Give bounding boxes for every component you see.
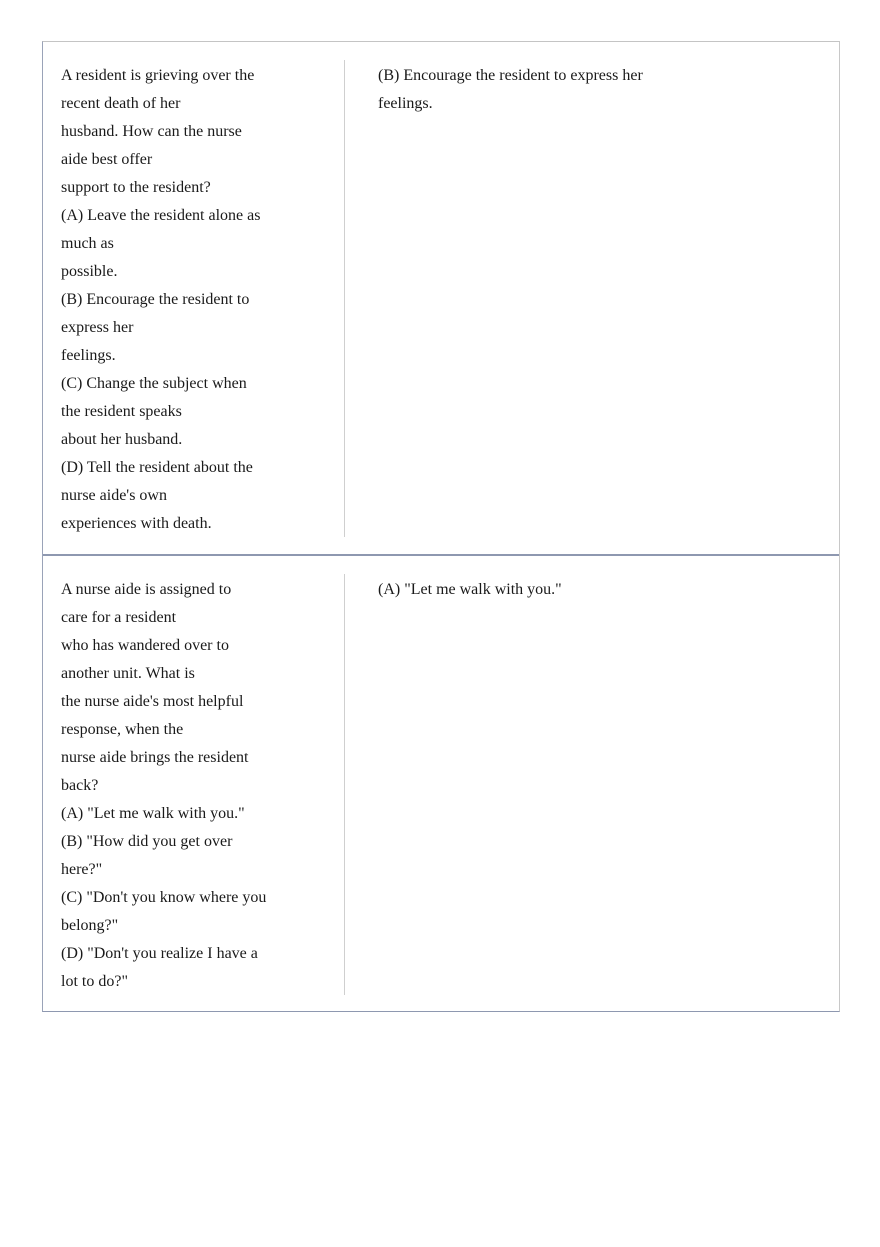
term-line: A nurse aide is assigned to xyxy=(61,581,232,598)
definition-line: (B) Encourage the resident to express her xyxy=(378,67,643,84)
term-line: express her xyxy=(61,319,134,336)
term-line: care for a resident xyxy=(61,609,177,626)
term-line: husband. How can the nurse xyxy=(61,123,242,140)
flashcard-table xyxy=(42,41,840,1012)
definition-line: feelings. xyxy=(378,95,433,112)
term-line: (D) "Don't you realize I have a xyxy=(61,945,258,962)
term-line: here?" xyxy=(61,861,103,878)
term-line: back? xyxy=(61,777,99,794)
card-term xyxy=(61,576,293,996)
term-line: belong?" xyxy=(61,917,119,934)
term-line: aide best offer xyxy=(61,151,153,168)
term-line: recent death of her xyxy=(61,95,181,112)
term-line: feelings. xyxy=(61,347,116,364)
flashcard xyxy=(43,556,839,1012)
term-line: nurse aide brings the resident xyxy=(61,749,249,766)
term-line: who has wandered over to xyxy=(61,637,229,654)
term-line: (C) "Don't you know where you xyxy=(61,889,267,906)
term-line: A resident is grieving over the xyxy=(61,67,255,84)
term-line: (B) Encourage the resident to xyxy=(61,291,250,308)
card-definition xyxy=(378,576,678,604)
term-line: experiences with death. xyxy=(61,515,212,532)
card-term xyxy=(61,62,293,538)
term-line: (A) Leave the resident alone as xyxy=(61,207,261,224)
column-divider xyxy=(344,574,345,995)
card-definition xyxy=(378,62,678,118)
term-line: support to the resident? xyxy=(61,179,211,196)
term-line: about her husband. xyxy=(61,431,183,448)
term-line: response, when the xyxy=(61,721,184,738)
term-line: (C) Change the subject when xyxy=(61,375,247,392)
term-line: (B) "How did you get over xyxy=(61,833,233,850)
term-line: the resident speaks xyxy=(61,403,182,420)
column-divider xyxy=(344,60,345,537)
definition-line: (A) "Let me walk with you." xyxy=(378,581,562,598)
term-line: (D) Tell the resident about the xyxy=(61,459,253,476)
term-line: possible. xyxy=(61,263,118,280)
term-line: lot to do?" xyxy=(61,973,128,990)
term-line: much as xyxy=(61,235,114,252)
term-line: the nurse aide's most helpful xyxy=(61,693,244,710)
term-line: (A) "Let me walk with you." xyxy=(61,805,245,822)
term-line: nurse aide's own xyxy=(61,487,167,504)
term-line: another unit. What is xyxy=(61,665,195,682)
flashcard xyxy=(43,42,839,556)
